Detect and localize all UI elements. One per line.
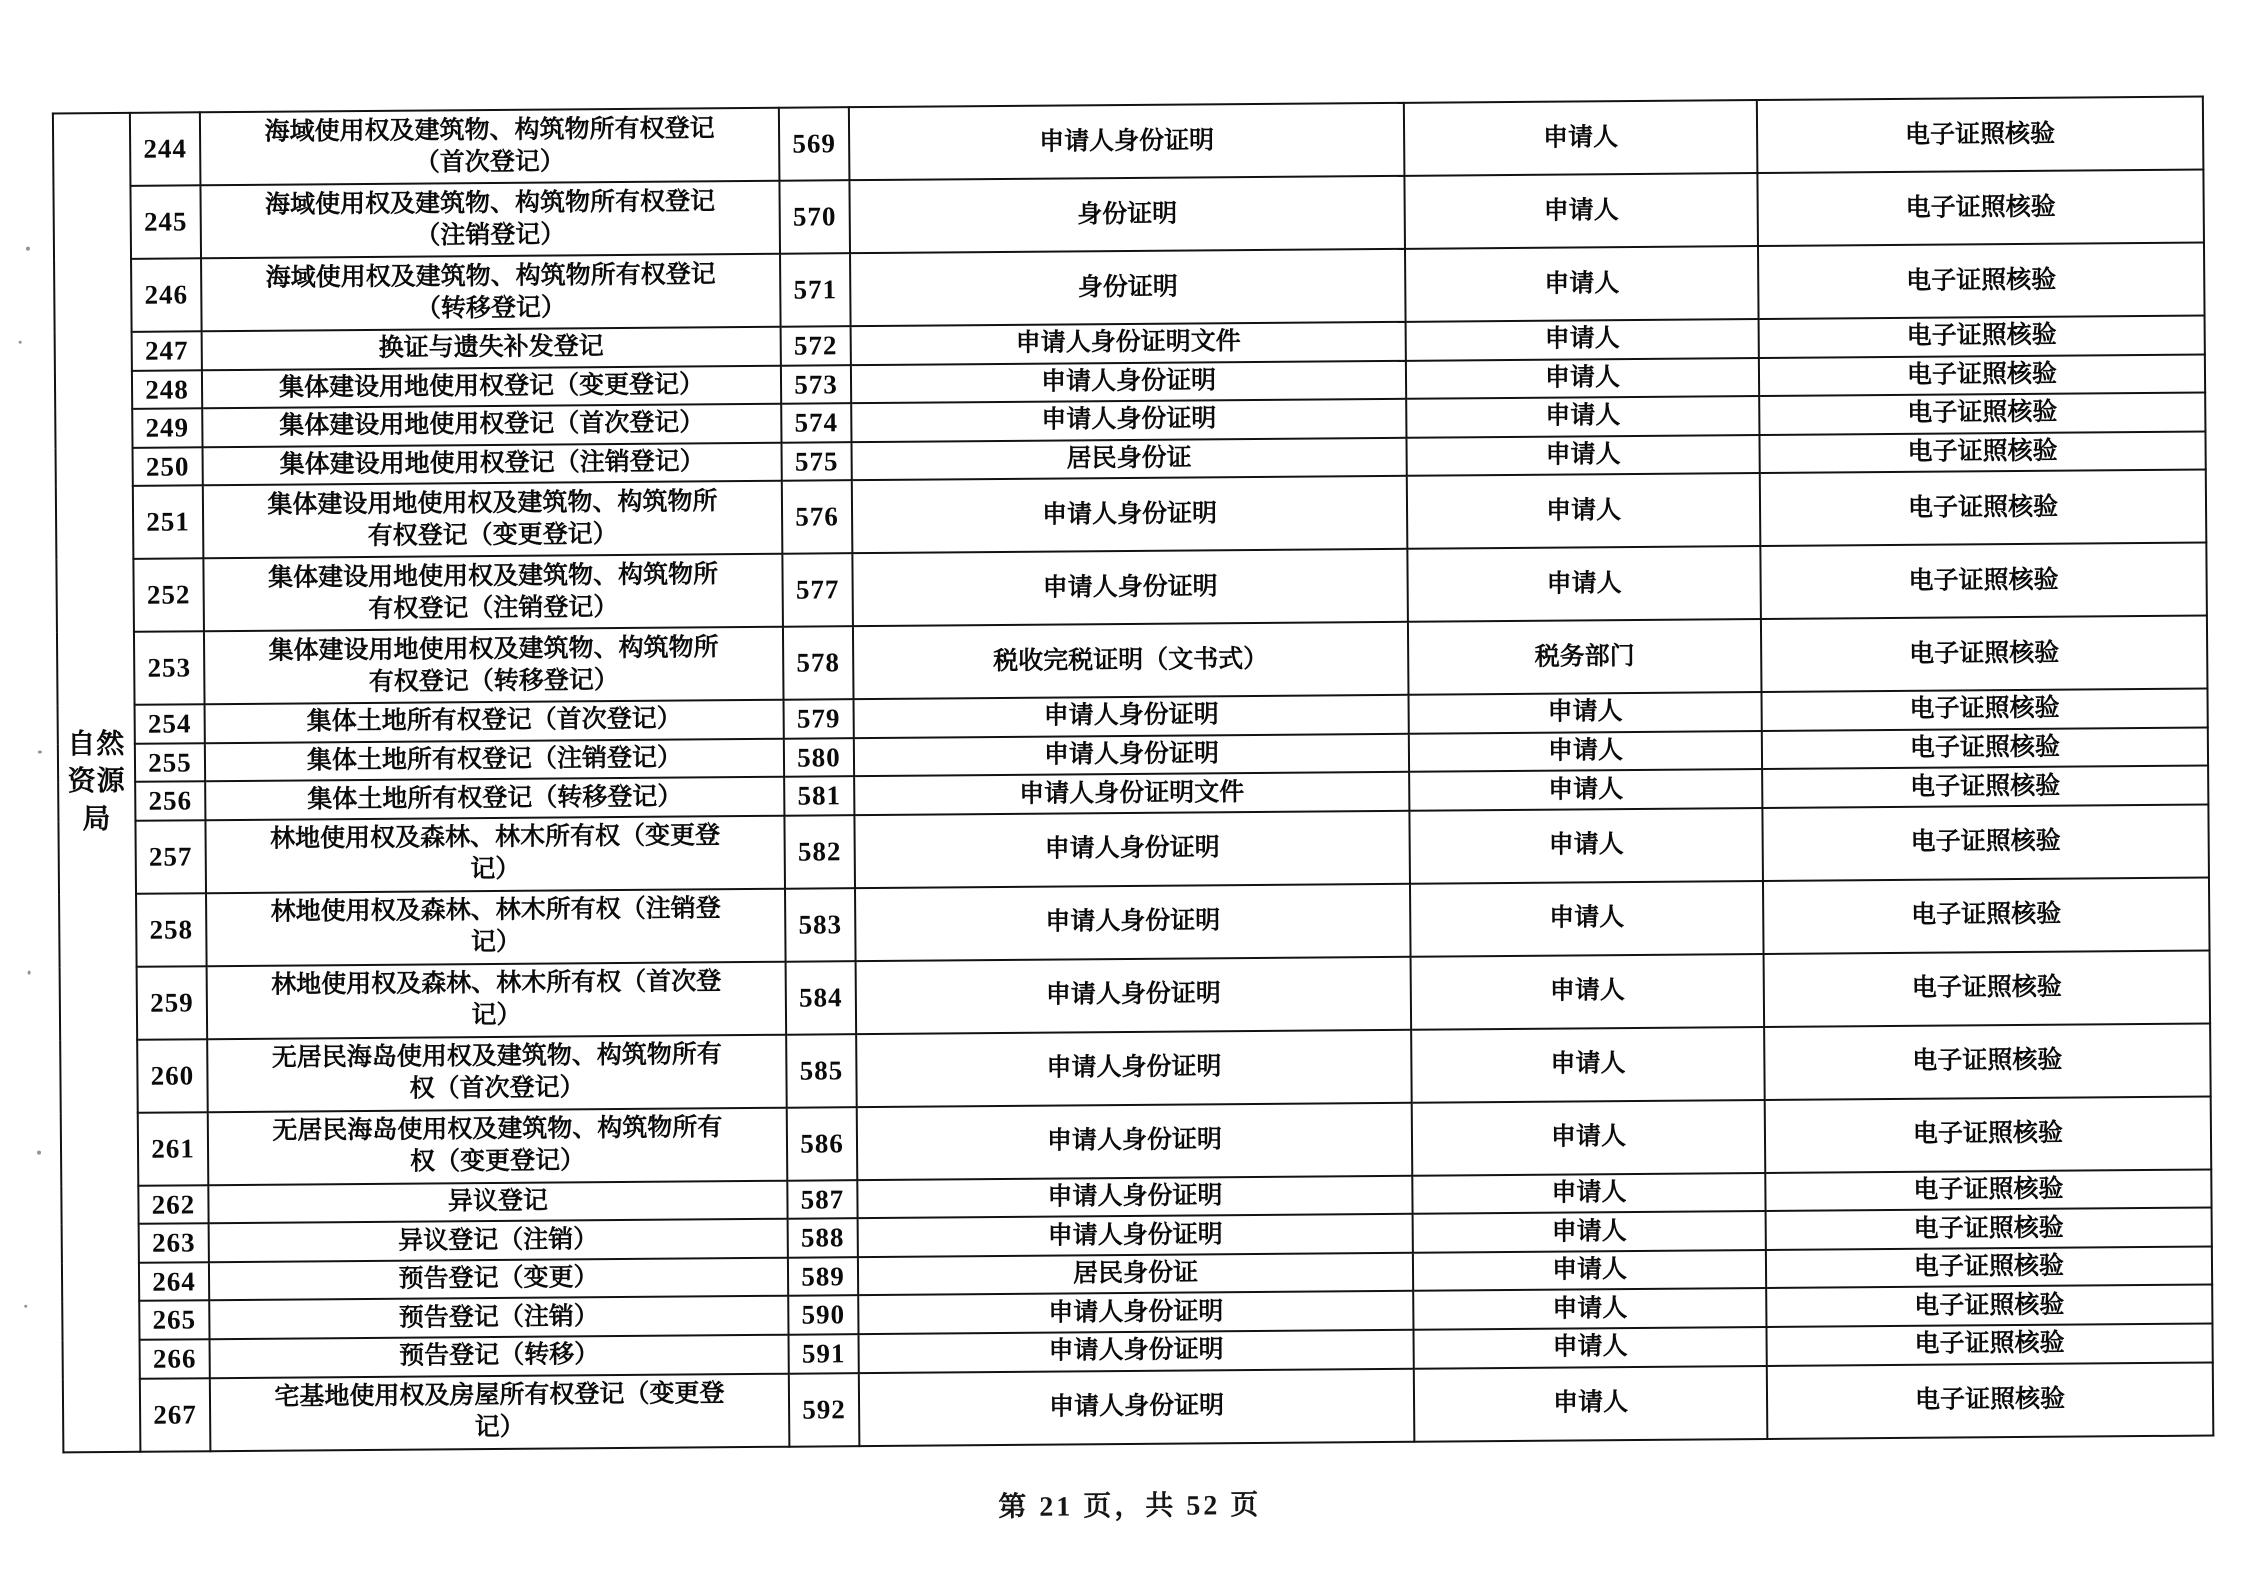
material-name-cell: 申请人身份证明 xyxy=(856,957,1412,1034)
material-name-cell: 身份证明 xyxy=(849,176,1405,253)
cert-number-cell: 569 xyxy=(779,107,850,181)
material-name-cell: 申请人身份证明文件 xyxy=(851,322,1406,365)
cert-number-cell: 587 xyxy=(787,1180,857,1219)
row-number-cell: 244 xyxy=(130,112,201,186)
department-cell: 自然 资源 局 xyxy=(53,113,141,1452)
cert-number-cell: 576 xyxy=(782,480,853,554)
source-cell: 申请人 xyxy=(1412,1173,1765,1214)
source-cell: 申请人 xyxy=(1407,546,1761,622)
material-name-cell: 居民身份证 xyxy=(858,1253,1413,1296)
row-number-cell: 250 xyxy=(133,447,203,486)
source-cell: 申请人 xyxy=(1409,808,1763,884)
item-name-cell: 集体建设用地使用权及建筑物、构筑物所 有权登记（变更登记） xyxy=(203,481,783,559)
source-cell: 申请人 xyxy=(1404,173,1758,249)
cert-number-cell: 584 xyxy=(786,961,857,1035)
cert-number-cell: 586 xyxy=(787,1107,858,1181)
cert-number-cell: 570 xyxy=(779,180,850,254)
item-name-cell: 海域使用权及建筑物、构筑物所有权登记 （注销登记） xyxy=(200,181,780,259)
material-name-cell: 申请人身份证明 xyxy=(857,1176,1412,1219)
verify-method-cell: 电子证照核验 xyxy=(1759,354,2205,396)
source-cell: 申请人 xyxy=(1413,1211,1766,1252)
verify-method-cell: 电子证照核验 xyxy=(1760,543,2207,620)
cert-number-cell: 588 xyxy=(788,1219,858,1258)
verify-method-cell: 电子证照核验 xyxy=(1759,431,2205,473)
row-number-cell: 247 xyxy=(132,331,202,370)
material-name-cell: 申请人身份证明 xyxy=(858,1214,1413,1257)
cert-number-cell: 577 xyxy=(782,553,853,627)
source-cell: 申请人 xyxy=(1405,246,1759,322)
verify-method-cell: 电子证照核验 xyxy=(1758,243,2205,320)
row-number-cell: 262 xyxy=(138,1185,208,1224)
row-number-cell: 246 xyxy=(131,258,202,332)
source-cell: 申请人 xyxy=(1413,1250,1766,1291)
row-number-cell: 265 xyxy=(139,1301,209,1340)
item-name-cell: 集体土地所有权登记（首次登记） xyxy=(205,700,784,743)
source-cell: 申请人 xyxy=(1411,954,1765,1030)
cert-number-cell: 575 xyxy=(781,442,851,481)
material-name-cell: 申请人身份证明 xyxy=(852,476,1408,553)
item-name-cell: 集体土地所有权登记（转移登记） xyxy=(205,777,784,820)
verify-method-cell: 电子证照核验 xyxy=(1763,877,2210,954)
source-cell: 申请人 xyxy=(1408,692,1761,733)
source-cell: 申请人 xyxy=(1412,1100,1766,1176)
material-name-cell: 申请人身份证明 xyxy=(858,1291,1413,1334)
verify-method-cell: 电子证照核验 xyxy=(1766,1208,2212,1250)
verify-method-cell: 电子证照核验 xyxy=(1764,1023,2211,1100)
cert-number-cell: 581 xyxy=(784,776,854,815)
material-name-cell: 申请人身份证明文件 xyxy=(854,772,1409,815)
scan-speckle xyxy=(26,247,30,251)
verify-method-cell: 电子证照核验 xyxy=(1761,689,2207,731)
material-name-cell: 申请人身份证明 xyxy=(857,1103,1413,1180)
cert-number-cell: 572 xyxy=(781,326,851,365)
item-name-cell: 集体建设用地使用权登记（变更登记） xyxy=(202,365,781,408)
material-name-cell: 居民身份证 xyxy=(851,437,1406,480)
scan-speckle xyxy=(24,1305,27,1308)
cert-number-cell: 591 xyxy=(789,1334,859,1373)
source-cell: 申请人 xyxy=(1406,396,1759,437)
item-name-cell: 集体土地所有权登记（注销登记） xyxy=(205,738,784,781)
item-name-cell: 换证与遗失补发登记 xyxy=(202,327,781,370)
row-number-cell: 252 xyxy=(133,558,204,632)
source-cell: 税务部门 xyxy=(1408,619,1762,695)
row-number-cell: 245 xyxy=(130,185,201,259)
material-name-cell: 身份证明 xyxy=(850,249,1406,326)
scan-speckle xyxy=(38,751,42,754)
verify-method-cell: 电子证照核验 xyxy=(1762,766,2208,808)
source-cell: 申请人 xyxy=(1404,100,1758,176)
row-number-cell: 266 xyxy=(140,1339,210,1378)
verify-method-cell: 电子证照核验 xyxy=(1759,393,2205,435)
verify-method-cell: 电子证照核验 xyxy=(1765,1169,2211,1211)
material-name-cell: 税收完税证明（文书式） xyxy=(853,622,1409,699)
row-number-cell: 255 xyxy=(135,743,205,782)
item-name-cell: 集体建设用地使用权登记（注销登记） xyxy=(203,442,782,485)
source-cell: 申请人 xyxy=(1414,1366,1768,1442)
scan-speckle xyxy=(37,1151,41,1155)
row-number-cell: 256 xyxy=(135,782,205,821)
row-number-cell: 264 xyxy=(139,1262,209,1301)
item-name-cell: 林地使用权及森林、林木所有权（首次登 记） xyxy=(207,962,787,1040)
source-cell: 申请人 xyxy=(1409,731,1762,772)
material-name-cell: 申请人身份证明 xyxy=(851,399,1406,442)
item-name-cell: 无居民海岛使用权及建筑物、构筑物所有 权（变更登记） xyxy=(208,1108,788,1186)
source-cell: 申请人 xyxy=(1411,1027,1765,1103)
verify-method-cell: 电子证照核验 xyxy=(1766,1324,2212,1366)
source-cell: 申请人 xyxy=(1409,769,1762,810)
row-number-cell: 257 xyxy=(135,820,206,894)
row-number-cell: 248 xyxy=(132,370,202,409)
item-name-cell: 预告登记（注销） xyxy=(209,1296,788,1339)
item-name-cell: 海域使用权及建筑物、构筑物所有权登记 （首次登记） xyxy=(200,108,780,186)
cert-number-cell: 580 xyxy=(784,738,854,777)
source-cell: 申请人 xyxy=(1406,358,1759,399)
verify-method-cell: 电子证照核验 xyxy=(1762,804,2209,881)
verify-method-cell: 电子证照核验 xyxy=(1757,170,2204,247)
page-footer: 第 21 页，共 52 页 xyxy=(998,1489,1262,1524)
verify-method-cell: 电子证照核验 xyxy=(1762,727,2208,769)
cert-number-cell: 578 xyxy=(783,626,854,700)
source-cell: 申请人 xyxy=(1406,435,1759,476)
verify-method-cell: 电子证照核验 xyxy=(1759,316,2205,358)
source-cell: 申请人 xyxy=(1407,473,1761,549)
item-name-cell: 集体建设用地使用权及建筑物、构筑物所 有权登记（注销登记） xyxy=(203,554,783,632)
cert-number-cell: 585 xyxy=(786,1034,857,1108)
row-number-cell: 253 xyxy=(134,631,205,705)
row-number-cell: 259 xyxy=(137,966,208,1040)
cert-number-cell: 574 xyxy=(781,403,851,442)
verify-method-cell: 电子证照核验 xyxy=(1760,470,2207,547)
material-name-cell: 申请人身份证明 xyxy=(856,1030,1412,1107)
row-number-cell: 261 xyxy=(138,1112,209,1186)
item-name-cell: 无居民海岛使用权及建筑物、构筑物所有 权（首次登记） xyxy=(207,1035,787,1113)
material-name-cell: 申请人身份证明 xyxy=(854,695,1409,738)
item-name-cell: 海域使用权及建筑物、构筑物所有权登记 （转移登记） xyxy=(201,254,781,332)
verify-method-cell: 电子证照核验 xyxy=(1766,1246,2212,1288)
material-name-cell: 申请人身份证明 xyxy=(854,811,1410,888)
item-name-cell: 异议登记 xyxy=(208,1181,787,1224)
material-name-cell: 申请人身份证明 xyxy=(849,103,1405,180)
material-name-cell: 申请人身份证明 xyxy=(859,1330,1414,1373)
cert-number-cell: 592 xyxy=(789,1373,860,1447)
approval-items-table-wrap xyxy=(52,96,2214,1453)
scan-speckle xyxy=(19,341,22,344)
source-cell: 申请人 xyxy=(1410,881,1764,957)
material-name-cell: 申请人身份证明 xyxy=(855,884,1411,961)
item-name-cell: 预告登记（转移） xyxy=(210,1335,789,1378)
item-name-cell: 集体建设用地使用权登记（首次登记） xyxy=(202,404,781,447)
cert-number-cell: 590 xyxy=(788,1296,858,1335)
cert-number-cell: 589 xyxy=(788,1257,858,1296)
verify-method-cell: 电子证照核验 xyxy=(1767,1362,2214,1439)
scan-speckle xyxy=(28,971,31,975)
verify-method-cell: 电子证照核验 xyxy=(1764,950,2211,1027)
row-number-cell: 249 xyxy=(132,408,202,447)
verify-method-cell: 电子证照核验 xyxy=(1757,97,2204,174)
material-name-cell: 申请人身份证明 xyxy=(859,1368,1415,1445)
row-number-cell: 263 xyxy=(139,1224,209,1263)
item-name-cell: 宅基地使用权及房屋所有权登记（变更登 记） xyxy=(210,1373,790,1451)
row-number-cell: 258 xyxy=(136,893,207,967)
cert-number-cell: 582 xyxy=(784,815,855,889)
item-name-cell: 预告登记（变更） xyxy=(209,1258,788,1301)
cert-number-cell: 571 xyxy=(780,253,851,327)
row-number-cell: 251 xyxy=(133,485,204,559)
item-name-cell: 集体建设用地使用权及建筑物、构筑物所 有权登记（转移登记） xyxy=(204,627,784,705)
item-name-cell: 异议登记（注销） xyxy=(209,1219,788,1262)
material-name-cell: 申请人身份证明 xyxy=(854,734,1409,777)
verify-method-cell: 电子证照核验 xyxy=(1761,616,2208,693)
verify-method-cell: 电子证照核验 xyxy=(1765,1096,2212,1173)
cert-number-cell: 583 xyxy=(785,888,856,962)
material-name-cell: 申请人身份证明 xyxy=(852,549,1408,626)
row-number-cell: 254 xyxy=(135,704,205,743)
verify-method-cell: 电子证照核验 xyxy=(1766,1285,2212,1327)
source-cell: 申请人 xyxy=(1413,1288,1766,1329)
source-cell: 申请人 xyxy=(1406,319,1759,360)
item-name-cell: 林地使用权及森林、林木所有权（注销登 记） xyxy=(206,889,786,967)
approval-items-table xyxy=(52,96,2214,1453)
material-name-cell: 申请人身份证明 xyxy=(851,360,1406,403)
item-name-cell: 林地使用权及森林、林木所有权（变更登 记） xyxy=(205,816,785,894)
source-cell: 申请人 xyxy=(1413,1327,1766,1368)
cert-number-cell: 579 xyxy=(784,699,854,738)
table-row xyxy=(63,1362,2214,1452)
row-number-cell: 267 xyxy=(140,1378,211,1452)
row-number-cell: 260 xyxy=(137,1039,208,1113)
cert-number-cell: 573 xyxy=(781,365,851,404)
